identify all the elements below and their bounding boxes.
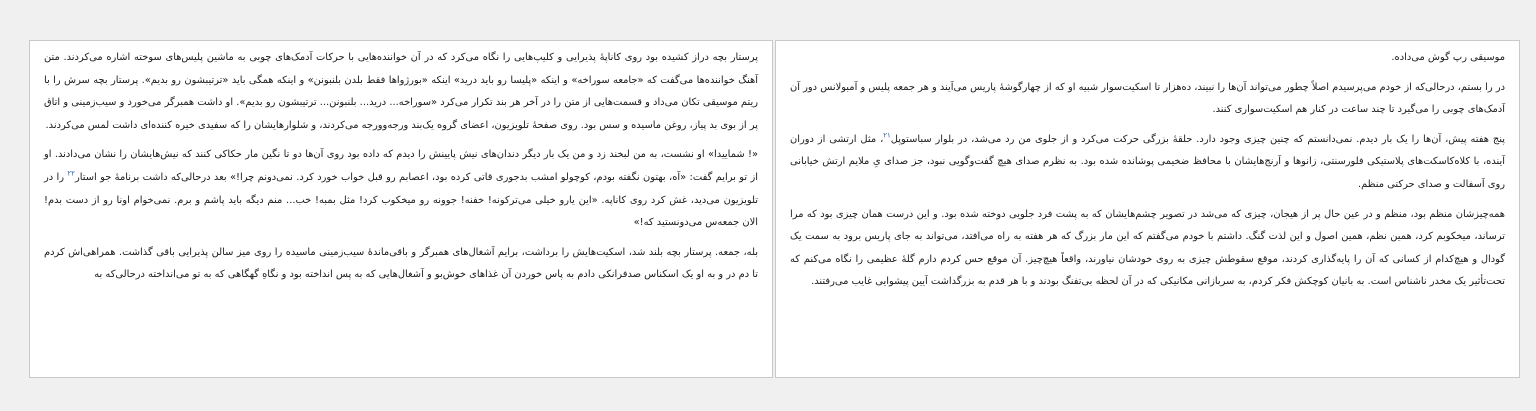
page-left (29, 40, 773, 378)
paragraph-text: پرستار بچه دراز کشیده بود روی کاناپهٔ پذیرایی و کلیپ‌هایی را نگاه می‌کرد که در آن خواننده‌هایی با حرکات آدمک‌های چوبی به ماشین پلیس‌های سوخته اشاره می‌کردند. متن آهنگ خواننده‌ها می‌گفت که «جامعه سوراخه» و اینکه «پلیسا رو باید درید» اینکه «بورژواها فقط بلدن بلنبونن» و اینکه همگی باید «ترتیبشون رو بدیم». پرستار بچه سرش را با ریتم موسیقی تکان می‌داد و قسمت‌هایی از متن را در آخر هر بند تکرار می‌کرد «سوراخه... درید... بلنبونن... ترتیبشون رو بدیم». او داشت همبرگر می‌خورد و سیب‌زمینی و اتاق پر از بوی بد پیاز، روغن ماسیده و سس بود. روی صفحهٔ تلویزیون، اعضای گروه یک‌بند ورجه‌وورجه می‌کردند، و شلوارهایشان را که سفیدی خیره کننده‌ای داشت لمس می‌کردند. (44, 52, 758, 131)
paragraph (44, 47, 758, 137)
page-left-text (44, 47, 758, 294)
paragraph (790, 47, 1505, 70)
paragraph (790, 204, 1505, 294)
paragraph (790, 77, 1505, 122)
paragraph-text: در را بستم، درحالی‌که از خودم می‌پرسیدم اصلاً چطور می‌تواند آن‌ها را نبیند، ده‌هزار تا اسکیت‌سوار شبیه او که از چهارگوشهٔ پاریس می‌آیند و هر جمعه پلیس و آمبولانس دور آن آدمک‌های چوبی را می‌گیرد تا چند ساعت در کنار هم اسکیت‌سواری کنند. (790, 81, 1505, 116)
footnote-link[interactable]: ۲۱ (883, 131, 891, 140)
paragraph-text: را در تلویزیون می‌دید، غش کرد روی کاناپه. «این یارو خیلی می‌ترکونه! خفنه! جوونه رو میخکوب کرد! مثل بمبه! خب... منم دیگه باید پاشم و برم. نمی‌خوام اونا رو از دست بدم! الان جمعه‌س می‌دونستید که!» (44, 171, 758, 229)
page-right-text (790, 47, 1505, 301)
paragraph-text: «! شماییدا» او نشست، به من لبخند زد و من یک بار دیگر دندان‌های نیش پایینش را دیدم که داده بود روی آن‌ها دو تا نگین مار حکاکی کنند که نیش‌هایشان را نشان می‌دادند. او از تو برایم گفت: «آه، بهتون نگفته بودم، کوچولو امشب بدجوری قاتی کرده بود، اعصابم رو قبل خواب خورد کرد. نمی‌دونم چرا!» بعد درحالی‌که داشت برنامهٔ جو استار (44, 149, 758, 183)
paragraph-text: همه‌چیزشان منظم بود، منظم و در عین حال پر از هیجان، چیزی که می‌شد در تصویر چشم‌هایشان که به پشت فرد جلویی دوخته شده بود. و این درست همان چیزی بود که مرا ترساند، میخکوبم کرد، همین نظم، همین اصول و این لذت گنگ. داشتم با خودم می‌گفتم که این مار بزرگ که هر هفته به راه می‌افتد، می‌تواند به جای پاریس برود به سمت یک گودال و هیچ‌کدام از کسانی که آن را پایه‌گذاری کردند، موقع سقوطش چیزی به روی خودشان نیاورند، واقعاً هیچ‌چیز. آن موقع حس کردم دارم گلهٔ عظیمی را نگاه می‌کنم که تحت‌تأثیر یک مخدر ناشناس است. به بانیان کوچکش فکر کردم، به سربازانی مکانیکی که در آن لحظه بی‌تفنگ بودند و با هر قدم به بزرگداشت آیین پیشوایی غایب می‌رفتند. (790, 208, 1505, 288)
paragraph (44, 144, 758, 234)
paragraph-text: موسیقی رپ گوش می‌داده. (1391, 52, 1505, 63)
paragraph-text: پنج هفته پیش، آن‌ها را یک بار دیدم. نمی‌دانستم که چنین چیزی وجود دارد. حلقهٔ بزرگی حرکت می‌کرد و از جلوی من رد می‌شد، در بلوار سباستوپل (890, 133, 1505, 145)
footnote-link[interactable]: ۲۲ (67, 169, 75, 178)
paragraph (790, 129, 1505, 197)
paragraph-text: ، مثل ارتشی از دوران آینده، با کلاه‌کاسکت‌های پلاستیکی فلورسنتی، زانوها و آرنج‌هایشان با محافظ ضخیمی پوشانده شده بود. به نظرم صدای هیچ گفت‌وگویی نبود، جز صدای یِ ملایم ارتش خیابانی روی آسفالت و صدای حرکتی منظم. (790, 133, 1505, 190)
paragraph (44, 242, 758, 287)
page-right (775, 40, 1520, 378)
paragraph-text: بله، جمعه. پرستار بچه بلند شد، اسکیت‌هایش را برداشت، برایم آشغال‌های همبرگر و باقی‌ماندهٔ سیب‌زمینی ماسیده را روی میز سالن پذیرایی باقی گذاشت. همراهی‌اش کردم تا دم در و به او یک اسکناس صدفرانکی دادم به پاس خوردن آن غذاهای خوش‌بو و آشغال‌هایی که به پس انداخته بود و نگاهِ گهگاهی که به تو می‌انداخته درحالی‌که به (44, 246, 758, 281)
